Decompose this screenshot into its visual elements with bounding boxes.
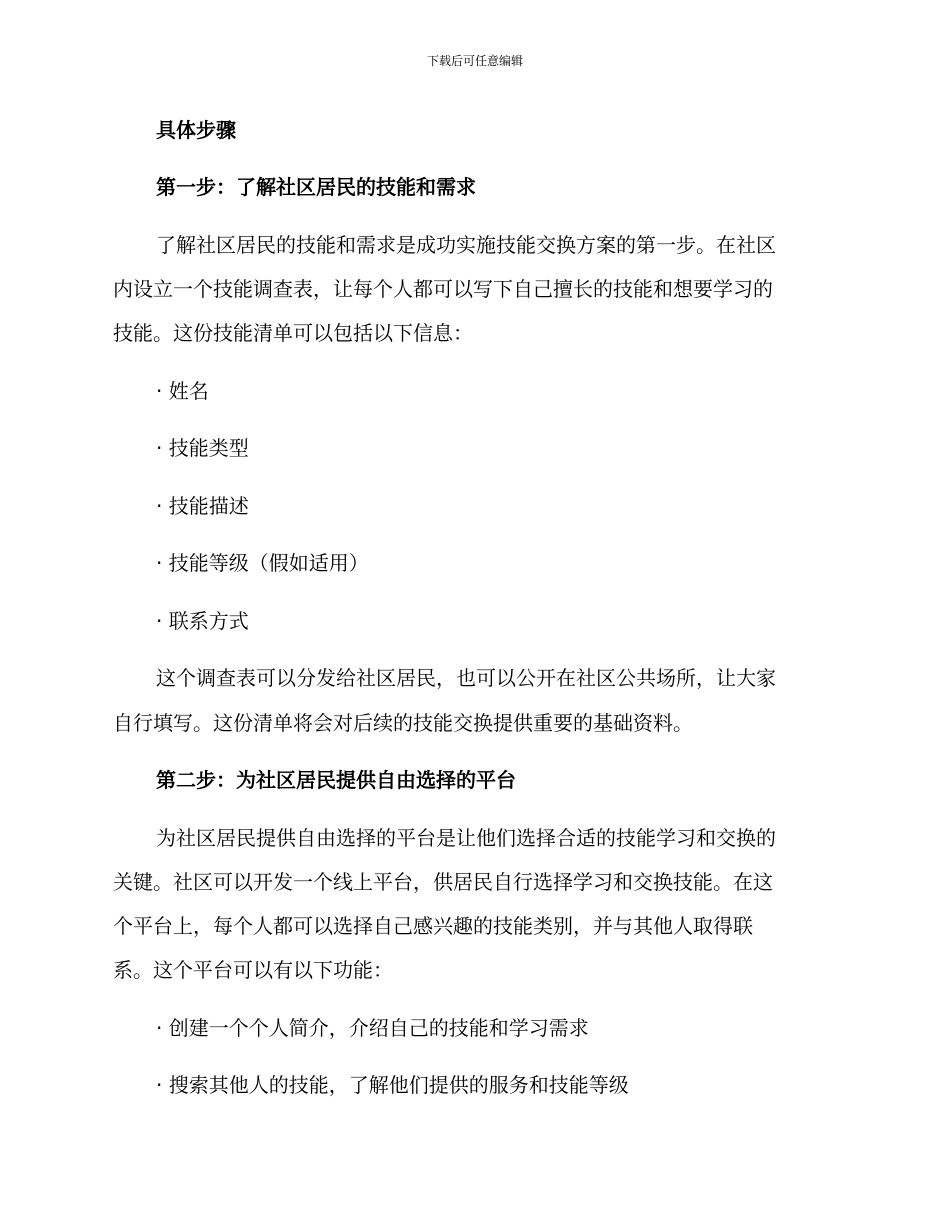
step1-closing-line: 这个调查表可以分发给社区居民，也可以公开在社区公共场所，让大家 (156, 666, 776, 690)
step1-bullet-item: · 技能等级（假如适用） (156, 551, 369, 575)
step1-paragraph-line: 内设立一个技能调查表，让每个人都可以写下自己擅长的技能和想要学习的 (113, 277, 773, 301)
step1-closing-line: 自行填写。这份清单将会对后续的技能交换提供重要的基础资料。 (113, 711, 693, 735)
step2-paragraph-line: 个平台上，每个人都可以选择自己感兴趣的技能类别，并与其他人取得联 (113, 914, 753, 938)
step2-paragraph-line: 为社区居民提供自由选择的平台是让他们选择合适的技能学习和交换的 (156, 826, 776, 850)
step2-bullet-item: · 搜索其他人的技能，了解他们提供的服务和技能等级 (156, 1073, 629, 1097)
step2-heading: 第二步：为社区居民提供自由选择的平台 (156, 768, 516, 792)
step1-paragraph-line: 了解社区居民的技能和需求是成功实施技能交换方案的第一步。在社区 (156, 233, 776, 257)
step1-bullet-item: · 技能类型 (156, 436, 249, 460)
section-title: 具体步骤 (156, 118, 236, 142)
step2-paragraph-line: 关键。社区可以开发一个线上平台，供居民自行选择学习和交换技能。在这 (113, 870, 773, 894)
step1-bullet-item: · 姓名 (156, 379, 209, 403)
step1-bullet-item: · 联系方式 (156, 609, 249, 633)
step1-bullet-item: · 技能描述 (156, 494, 249, 518)
step2-bullet-item: · 创建一个个人简介，介绍自己的技能和学习需求 (156, 1016, 589, 1040)
page-header-note: 下载后可任意编辑 (426, 54, 523, 68)
step2-paragraph-line: 系。这个平台可以有以下功能： (113, 958, 393, 982)
step1-paragraph-line: 技能。这份技能清单可以包括以下信息： (113, 321, 473, 345)
step1-heading: 第一步：了解社区居民的技能和需求 (156, 175, 476, 199)
